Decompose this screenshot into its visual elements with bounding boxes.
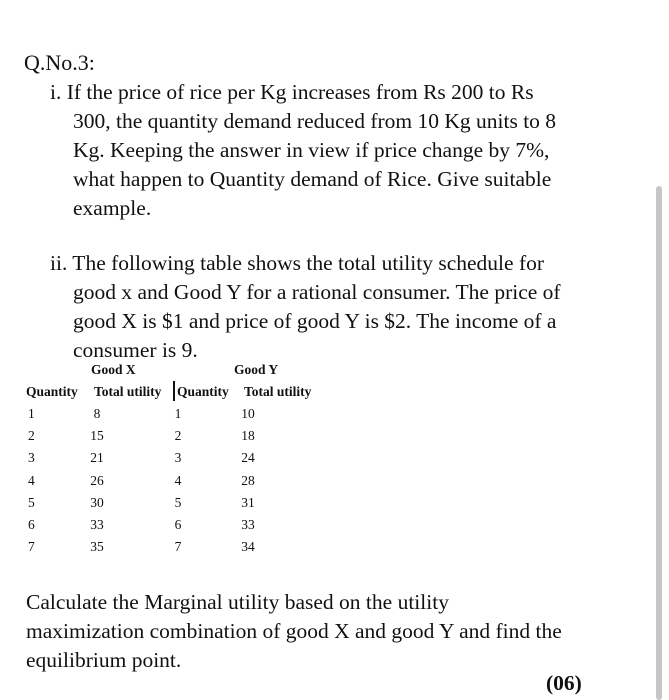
table-cell: 6 — [28, 517, 35, 532]
part-ii-text — [50, 249, 561, 365]
table-cell: 1 — [174, 406, 182, 421]
table-cell: 5 — [28, 494, 35, 510]
part-ii-line: ii. The following table shows the total utility schedule for — [50, 251, 545, 275]
part-ii-line: consumer is 9. — [73, 338, 198, 362]
table-cell: 4 — [28, 472, 35, 488]
table-cell: 34 — [241, 539, 255, 555]
table-cell: 30 — [90, 494, 104, 510]
table-cell: 2 — [28, 428, 35, 444]
calculation-prompt — [26, 588, 562, 675]
table-cell: 31 — [241, 494, 255, 510]
marks: (06) — [546, 671, 582, 695]
part-i-line: example. — [73, 196, 152, 220]
table-cell: 7 — [174, 539, 182, 555]
table-cell: 3 — [28, 450, 35, 466]
table-cell: 26 — [90, 472, 104, 488]
part-i-line: what happen to Quantity demand of Rice. Give suitable — [73, 167, 552, 191]
table-cell: 10 — [241, 406, 255, 421]
calc-line: equilibrium point. — [26, 648, 182, 672]
table-cell: 24 — [241, 450, 255, 466]
table-cell: 33 — [90, 517, 104, 532]
table-cell: 33 — [241, 517, 255, 532]
table-cell: 15 — [90, 428, 104, 444]
table-cell: 21 — [90, 450, 104, 466]
part-i-line: i. If the price of rice per Kg increases from Rs 200 to Rs — [50, 80, 534, 104]
table-cell: 2 — [174, 428, 182, 444]
table-cell: 3 — [174, 450, 182, 466]
column-header: Total utility — [94, 384, 162, 399]
part-i-text — [50, 78, 556, 223]
table-cell: 4 — [174, 472, 182, 488]
column-header: Quantity — [177, 384, 229, 399]
question-number: Q.No.3: — [24, 50, 95, 75]
scrollbar[interactable] — [656, 186, 662, 700]
column-divider — [173, 381, 175, 401]
part-i-line: 300, the quantity demand reduced from 10 Kg units to 8 — [73, 109, 557, 133]
column-header: Quantity — [26, 384, 78, 399]
calc-line: Calculate the Marginal utility based on the utility — [26, 590, 449, 614]
part-i-line: Kg. Keeping the answer in view if price change by 7%, — [73, 138, 550, 162]
table-cell: 5 — [174, 494, 182, 510]
table-cell: 6 — [174, 517, 182, 532]
good-x-header: Good X — [91, 362, 136, 377]
table-cell: 28 — [241, 472, 255, 488]
column-header: Total utility — [244, 384, 312, 399]
table-cell: 18 — [241, 428, 255, 444]
good-y-header: Good Y — [234, 362, 279, 377]
table-cell: 7 — [28, 539, 35, 555]
calc-line: maximization combination of good X and good Y and find the — [26, 619, 562, 643]
part-ii-line: good X is $1 and price of good Y is $2. The income of a — [73, 309, 557, 333]
table-cell: 8 — [93, 406, 101, 421]
table-cell: 35 — [90, 539, 104, 555]
table-cell: 1 — [28, 406, 35, 421]
part-ii-line: good x and Good Y for a rational consumer. The price of — [73, 280, 561, 304]
